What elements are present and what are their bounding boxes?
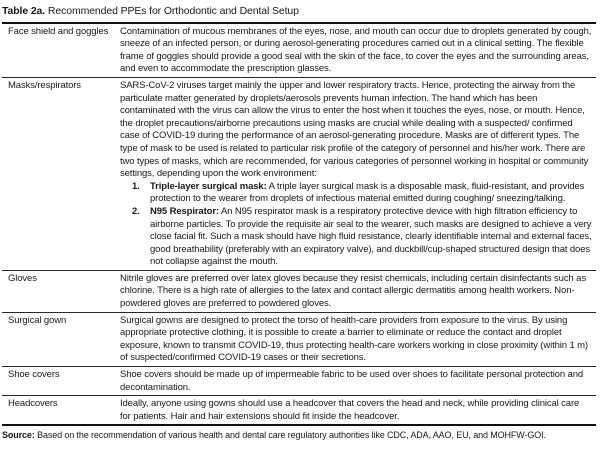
row-label: Gloves	[8, 272, 37, 284]
list-item-n95-respirator	[120, 206, 592, 269]
table-title	[2, 3, 596, 22]
list-number: 1.	[132, 180, 140, 192]
list-item-text	[150, 181, 592, 206]
row-label: Masks/respirators	[8, 79, 81, 91]
table-row-shoe-covers	[2, 366, 596, 395]
list-item-text	[150, 206, 592, 269]
row-label: Face shield and goggles	[8, 25, 109, 37]
table-row-gloves	[2, 270, 596, 312]
list-item-lead: N95 Respirator:	[150, 205, 219, 217]
row-description: Surgical gowns are designed to protect the torso of health-care providers from exposure to the virus. By using appropriate protective clothing, it is possible to create a barrier to eliminate or reduce the contact and droplet exposure, known to transmit COVID-19, thus protecting health-care workers working in close proximity (within 1 m) of suspected/confirmed COVID-19 cases or their secretions.	[120, 314, 588, 364]
table-title-number: Table 2a.	[2, 5, 46, 17]
row-label: Headcovers	[8, 398, 58, 410]
row-description: Nitrile gloves are preferred over latex gloves because they resist chemicals, including certain disinfectants such as chlorine. There is a high rate of allergies to the latex and contact allergic dermatitis among health workers. Non-powdered gloves are preferred to powdered gloves.	[120, 272, 586, 310]
row-label: Shoe covers	[8, 369, 60, 381]
ppe-table	[2, 22, 596, 427]
source-text: Based on the recommendation of various health and dental care regulatory authorities like CDC, ADA, AAO, EU, and MOHFW-GOI.	[37, 430, 546, 441]
row-description	[120, 80, 596, 269]
row-label: Surgical gown	[8, 314, 67, 326]
source-label: Source:	[2, 430, 35, 441]
row-description: Contamination of mucous membranes of the eyes, nose, and mouth can occur due to droplets generated by cough, sneeze of an infected person, or during aerosol-generating procedures carried out in a clinical setting. The flexible frame of goggles should provide a good seal with the skin of the face, to cover the eyes and the surrounding areas, and even to accommodate the prescription glasses.	[120, 25, 592, 75]
list-item-body: A triple layer surgical mask is a disposable mask, fluid-resistant, and provides protection to the wearer from droplets of infectious material emitted during coughing/ sneezing/talking.	[150, 180, 585, 205]
table-row-headcovers	[2, 395, 596, 424]
list-number: 2.	[132, 205, 140, 217]
table-source-note	[2, 426, 596, 442]
masks-intro-text: SARS-CoV-2 viruses target mainly the upper and lower respiratory tracts. Hence, protecting the airway from the particulate matter generated by droplets/aerosols prevents human infection. The hand which has been contaminated with the virus can allow the virus to enter the host when it touches the eyes, nose, or mouth. Hence, the droplet precautions/airborne precautions using masks are crucial while dealing with a suspected/ confirmed case of COVID-19 during the performance of an aerosol-generating procedure. Masks are of different types. The type of mask to be used is related to particular risk profile of the category of personnel and his/her work. There are two types of masks, which are recommended, for various categories of personnel working in hospital or community settings, depending upon the work environment:	[120, 79, 589, 180]
row-description: Ideally, anyone using gowns should use a headcover that covers the head and neck, while providing clinical care for patients. Hair and hair extensions should fit inside the headcover.	[120, 398, 580, 422]
table-row-face-shield-goggles	[2, 24, 596, 77]
table-row-masks-respirators	[2, 77, 596, 270]
list-item-body: An N95 respirator mask is a respiratory protective device with high filtration efficiency to airborne particles. To provide the requisite air seal to the wearer, such masks are designed to achieve a very close facial fit. Such a mask should have high fluid resistance, clearly identifiable internal and external faces, good breathability (preferably with an expiratory valve), and duckbill/cup-shaped structured design that does not collapse against the mouth.	[150, 205, 592, 268]
table-title-text: Recommended PPEs for Orthodontic and Dental Setup	[47, 5, 299, 17]
list-item-triple-layer-mask	[120, 181, 592, 206]
table-row-surgical-gown	[2, 312, 596, 366]
row-description: Shoe covers should be made up of impermeable fabric to be used over shoes to facilitate personal protection and decontamination.	[120, 369, 584, 393]
list-item-lead: Triple-layer surgical mask:	[150, 180, 267, 192]
